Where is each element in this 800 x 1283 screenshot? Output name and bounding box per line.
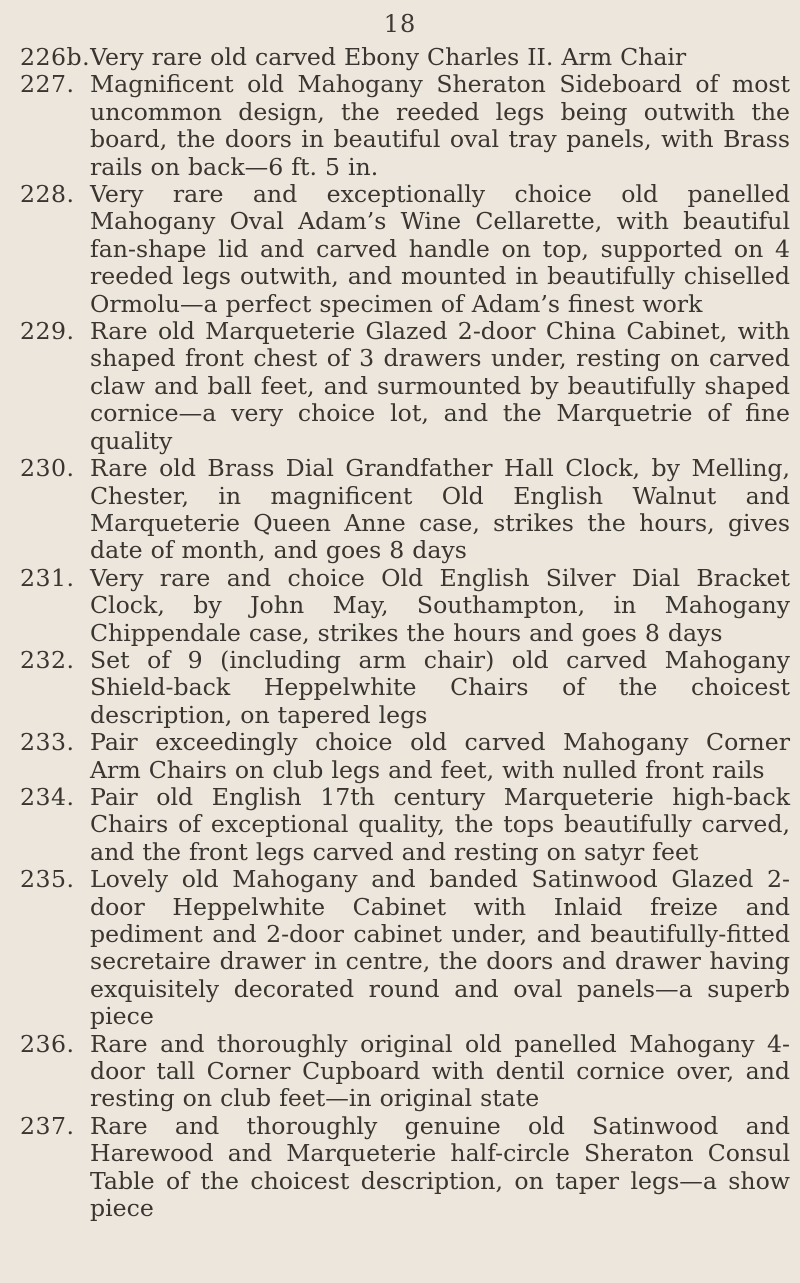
page-number: 18 <box>383 10 417 38</box>
lot-entry-228 <box>20 181 790 318</box>
lot-description: Rare and thoroughly genuine old Satinwood and Harewood and Marqueterie half-circle Sheraton Consul Table of the choicest description, on taper legs—a show piece <box>90 1111 790 1223</box>
lot-number: 232. <box>20 645 75 674</box>
lot-description: Very rare and exceptionally choice old panelled Mahogany Oval Adam’s Wine Cellarette, with beautiful fan-shape lid and carved handle on top, supported on 4 reeded legs outwith, and mounted in beautifully chiselled Ormolu—a perfect specimen of Adam’s finest work <box>90 180 790 318</box>
lot-entry-226b <box>20 44 790 71</box>
lot-description: Rare and thoroughly original old panelled Mahogany 4-door tall Corner Cupboard with dentil cornice over, and resting on club feet—in original state <box>90 1029 790 1113</box>
lot-description: Rare old Brass Dial Grandfather Hall Clock, by Melling, Chester, in magnificent Old English Walnut and Marqueterie Queen Anne case, strikes the hours, gives date of month, and goes 8 days <box>90 454 790 565</box>
lot-description: Very rare and choice Old English Silver Dial Bracket Clock, by John May, Southampton, in Mahogany Chippendale case, strikes the hours and goes 8 days <box>90 563 790 647</box>
lot-entry-232 <box>20 647 790 729</box>
lot-number: 235. <box>20 865 75 894</box>
lot-entry-236 <box>20 1031 790 1113</box>
lot-list <box>20 44 790 1222</box>
lot-description: Pair exceedingly choice old carved Mahogany Corner Arm Chairs on club legs and feet, with nulled front rails <box>90 728 790 784</box>
lot-entry-230 <box>20 455 790 565</box>
lot-number: 236. <box>20 1029 75 1058</box>
lot-number: 230. <box>20 454 75 483</box>
lot-entry-233 <box>20 729 790 784</box>
lot-entry-231 <box>20 565 790 647</box>
lot-number: 228. <box>20 180 75 209</box>
lot-number: 234. <box>20 782 75 811</box>
lot-description: Rare old Marqueterie Glazed 2-door China Cabinet, with shaped front chest of 3 drawers under, resting on carved claw and ball feet, and surmounted by beautifully shaped cornice—a very choice lot, and the Marquetrie of fine quality <box>90 317 790 455</box>
lot-number: 233. <box>20 728 75 757</box>
lot-number: 227. <box>20 70 75 99</box>
lot-entry-235 <box>20 866 790 1030</box>
lot-number: 231. <box>20 563 75 592</box>
lot-number: 229. <box>20 317 75 346</box>
lot-description: Set of 9 (including arm chair) old carved Mahogany Shield-back Heppelwhite Chairs of the choicest description, on tapered legs <box>90 645 790 729</box>
lot-entry-234 <box>20 784 790 866</box>
lot-number: 237. <box>20 1111 75 1140</box>
lot-number: 226b. <box>20 43 91 71</box>
lot-entry-229 <box>20 318 790 455</box>
lot-entry-237 <box>20 1113 790 1223</box>
lot-description: Pair old English 17th century Marqueterie high-back Chairs of exceptional quality, the tops beautifully carved, and the front legs carved and resting on satyr feet <box>90 782 790 866</box>
lot-description: Lovely old Mahogany and banded Satinwood Glazed 2-door Heppelwhite Cabinet with Inlaid freize and pediment and 2-door cabinet under, and beautifully-fitted secretaire drawer in centre, the doors and drawer having exquisitely decorated round and oval panels—a superb piece <box>90 865 790 1031</box>
lot-description: Magnificent old Mahogany Sheraton Sideboard of most uncommon design, the reeded legs being outwith the board, the doors in beautiful oval tray panels, with Brass rails on back—6 ft. 5 in. <box>90 70 790 181</box>
lot-description: Very rare old carved Ebony Charles II. Arm Chair <box>90 43 687 71</box>
lot-entry-227 <box>20 71 790 181</box>
